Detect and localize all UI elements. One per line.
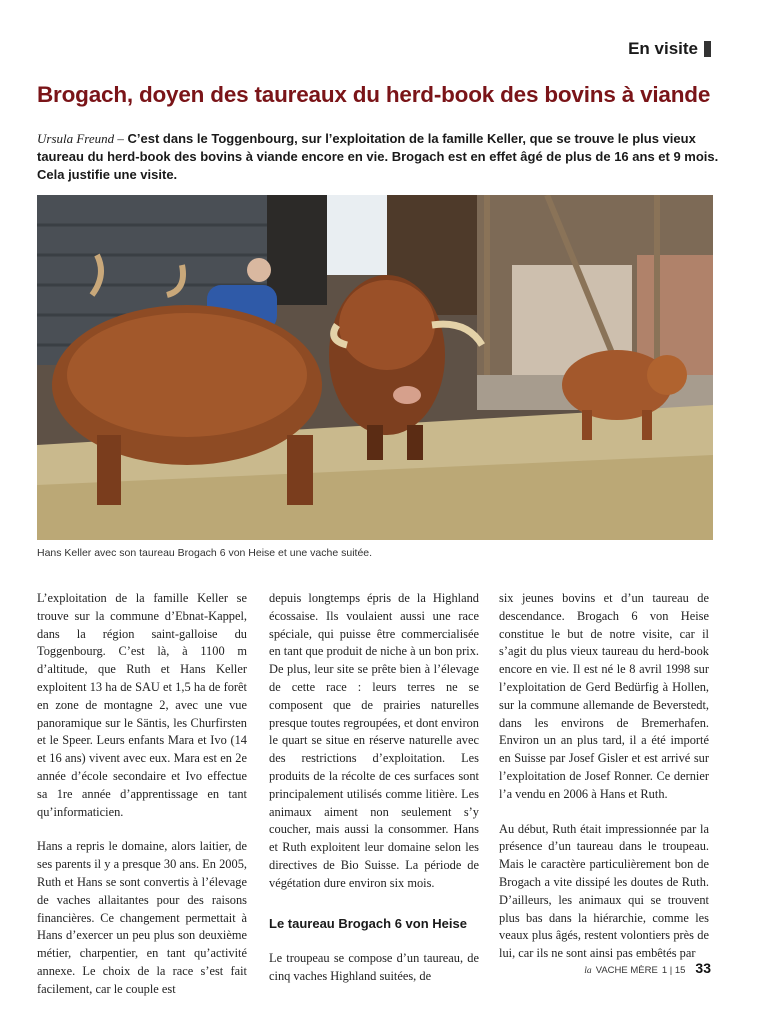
farmer-head: [247, 258, 271, 282]
issue-number: 1 | 15: [661, 965, 686, 976]
lead-text: C’est dans le Toggenbourg, sur l’exploitation de la famille Keller, que se trouve le plus vieux taureau du herd-book des bovins à viande encore en vie. Brogach est en effet âgé de plus de 16 ans et 9 mois. Cela justifie une visite.: [37, 131, 719, 182]
barn-window: [327, 195, 387, 275]
page-footer: [584, 960, 711, 976]
article-photo: [37, 195, 713, 540]
paragraph: six jeunes bovins et d’un taureau de descendance. Brogach 6 von Heise constitue le but de notre visite, car il s’agit du plus vieux taureau du herd-book encore en vie. Il est né le 8 avril 1998 sur l’exploitation de Gerd Bedürfig à Hollen, sur la commune allemande de Beverstedt, dans les environs de Bremerhafen. Environ un an plus tard, il a été importé en Suisse par Josef Gisler et est arrivé sur l’exploitation de Josef Ronner. Ce dernier l’a vendu en 2006 à Hans et Ruth.: [499, 591, 709, 801]
author: Ursula Freund –: [37, 131, 124, 146]
magazine-prefix: la: [584, 966, 592, 976]
barn-scene-illustration: [37, 195, 713, 540]
paragraph: Hans a repris le domaine, alors laitier, de ses parents il y a presque 30 ans. En 2005, Ruth et Hans se sont convertis à l’élevage de vaches allaitantes pour des raisons financières. Ce changement permettait à Hans d’exercer un peu plus son deuxième métier, charpentier, en tant qu’activité annexe. Le choix de la race s’est fait facilement, car le couple est: [37, 839, 247, 996]
paragraph: L’exploitation de la famille Keller se trouve sur la commune d’Ebnat-Kappel, dans la région saint-galloise du Toggenbourg. C’est là, à 1100 m d’altitude, que Ruth et Hans Keller exploitent 13 ha de SAU et 1,5 ha de forêt en zone de montagne 2, avec une vue panoramique sur le Säntis, les Churfirsten et le Speer. Leurs enfants Mara et Ivo (14 et 16 ans) vivent avec eux. Mara est en 2e année d’école secondaire et Ivo effectue sa 1re année d’apprentissage en tant qu’informaticien.: [37, 591, 247, 819]
paragraph: Le troupeau se compose d’un taureau, de cinq vaches Highland suitées, de: [269, 951, 479, 984]
article-lead: [37, 130, 731, 184]
magazine-name: VACHE MÈRE: [595, 965, 658, 976]
paragraph: depuis longtemps épris de la Highland écossaise. Ils voulaient aussi une race spéciale, qui puisse être commercialisée en tant que produit de niche à un bon prix. De plus, leur site se prête bien à l’élevage de cette race : leurs terres ne se composent que de prairies naturelles presque toutes regroupées, et dont environ le quart se situe en réserve naturelle avec des restrictions d’exploitation. Les produits de la récolte de ces surfaces sont principalement utilisés comme litière. Les animaux aiment non seulement s’y coucher, mais aussi la consommer. Hans et Ruth exploitent leur domaine selon les directives de Bio Suisse. La période de végétation dure environ six mois.: [269, 591, 479, 890]
subheading: Le taureau Brogach 6 von Heise: [269, 915, 467, 931]
paragraph: Au début, Ruth était impressionnée par la présence d’un taureau dans le troupeau. Mais le caractère particulièrement bon de Brogach a vite dissipé les doutes de Ruth. D’ailleurs, les animaux qui se trouvent plus bas dans la hiérarchie, comme les veaux plus âgés, restent volontiers près de lui, car ils ne sont ainsi pas embêtés par: [499, 821, 709, 961]
photo-caption: Hans Keller avec son taureau Brogach 6 von Heise et une vache suitée.: [37, 547, 373, 559]
article-title: Brogach, doyen des taureaux du herd-book des bovins à viande: [37, 82, 711, 107]
body-column-1: [37, 590, 247, 1016]
body-column-2: [269, 590, 479, 1003]
body-column-3: [499, 590, 709, 980]
page-number: 33: [695, 960, 711, 976]
section-label: En visite: [628, 39, 698, 58]
section-tag: [628, 39, 711, 59]
section-marker: [704, 41, 711, 57]
